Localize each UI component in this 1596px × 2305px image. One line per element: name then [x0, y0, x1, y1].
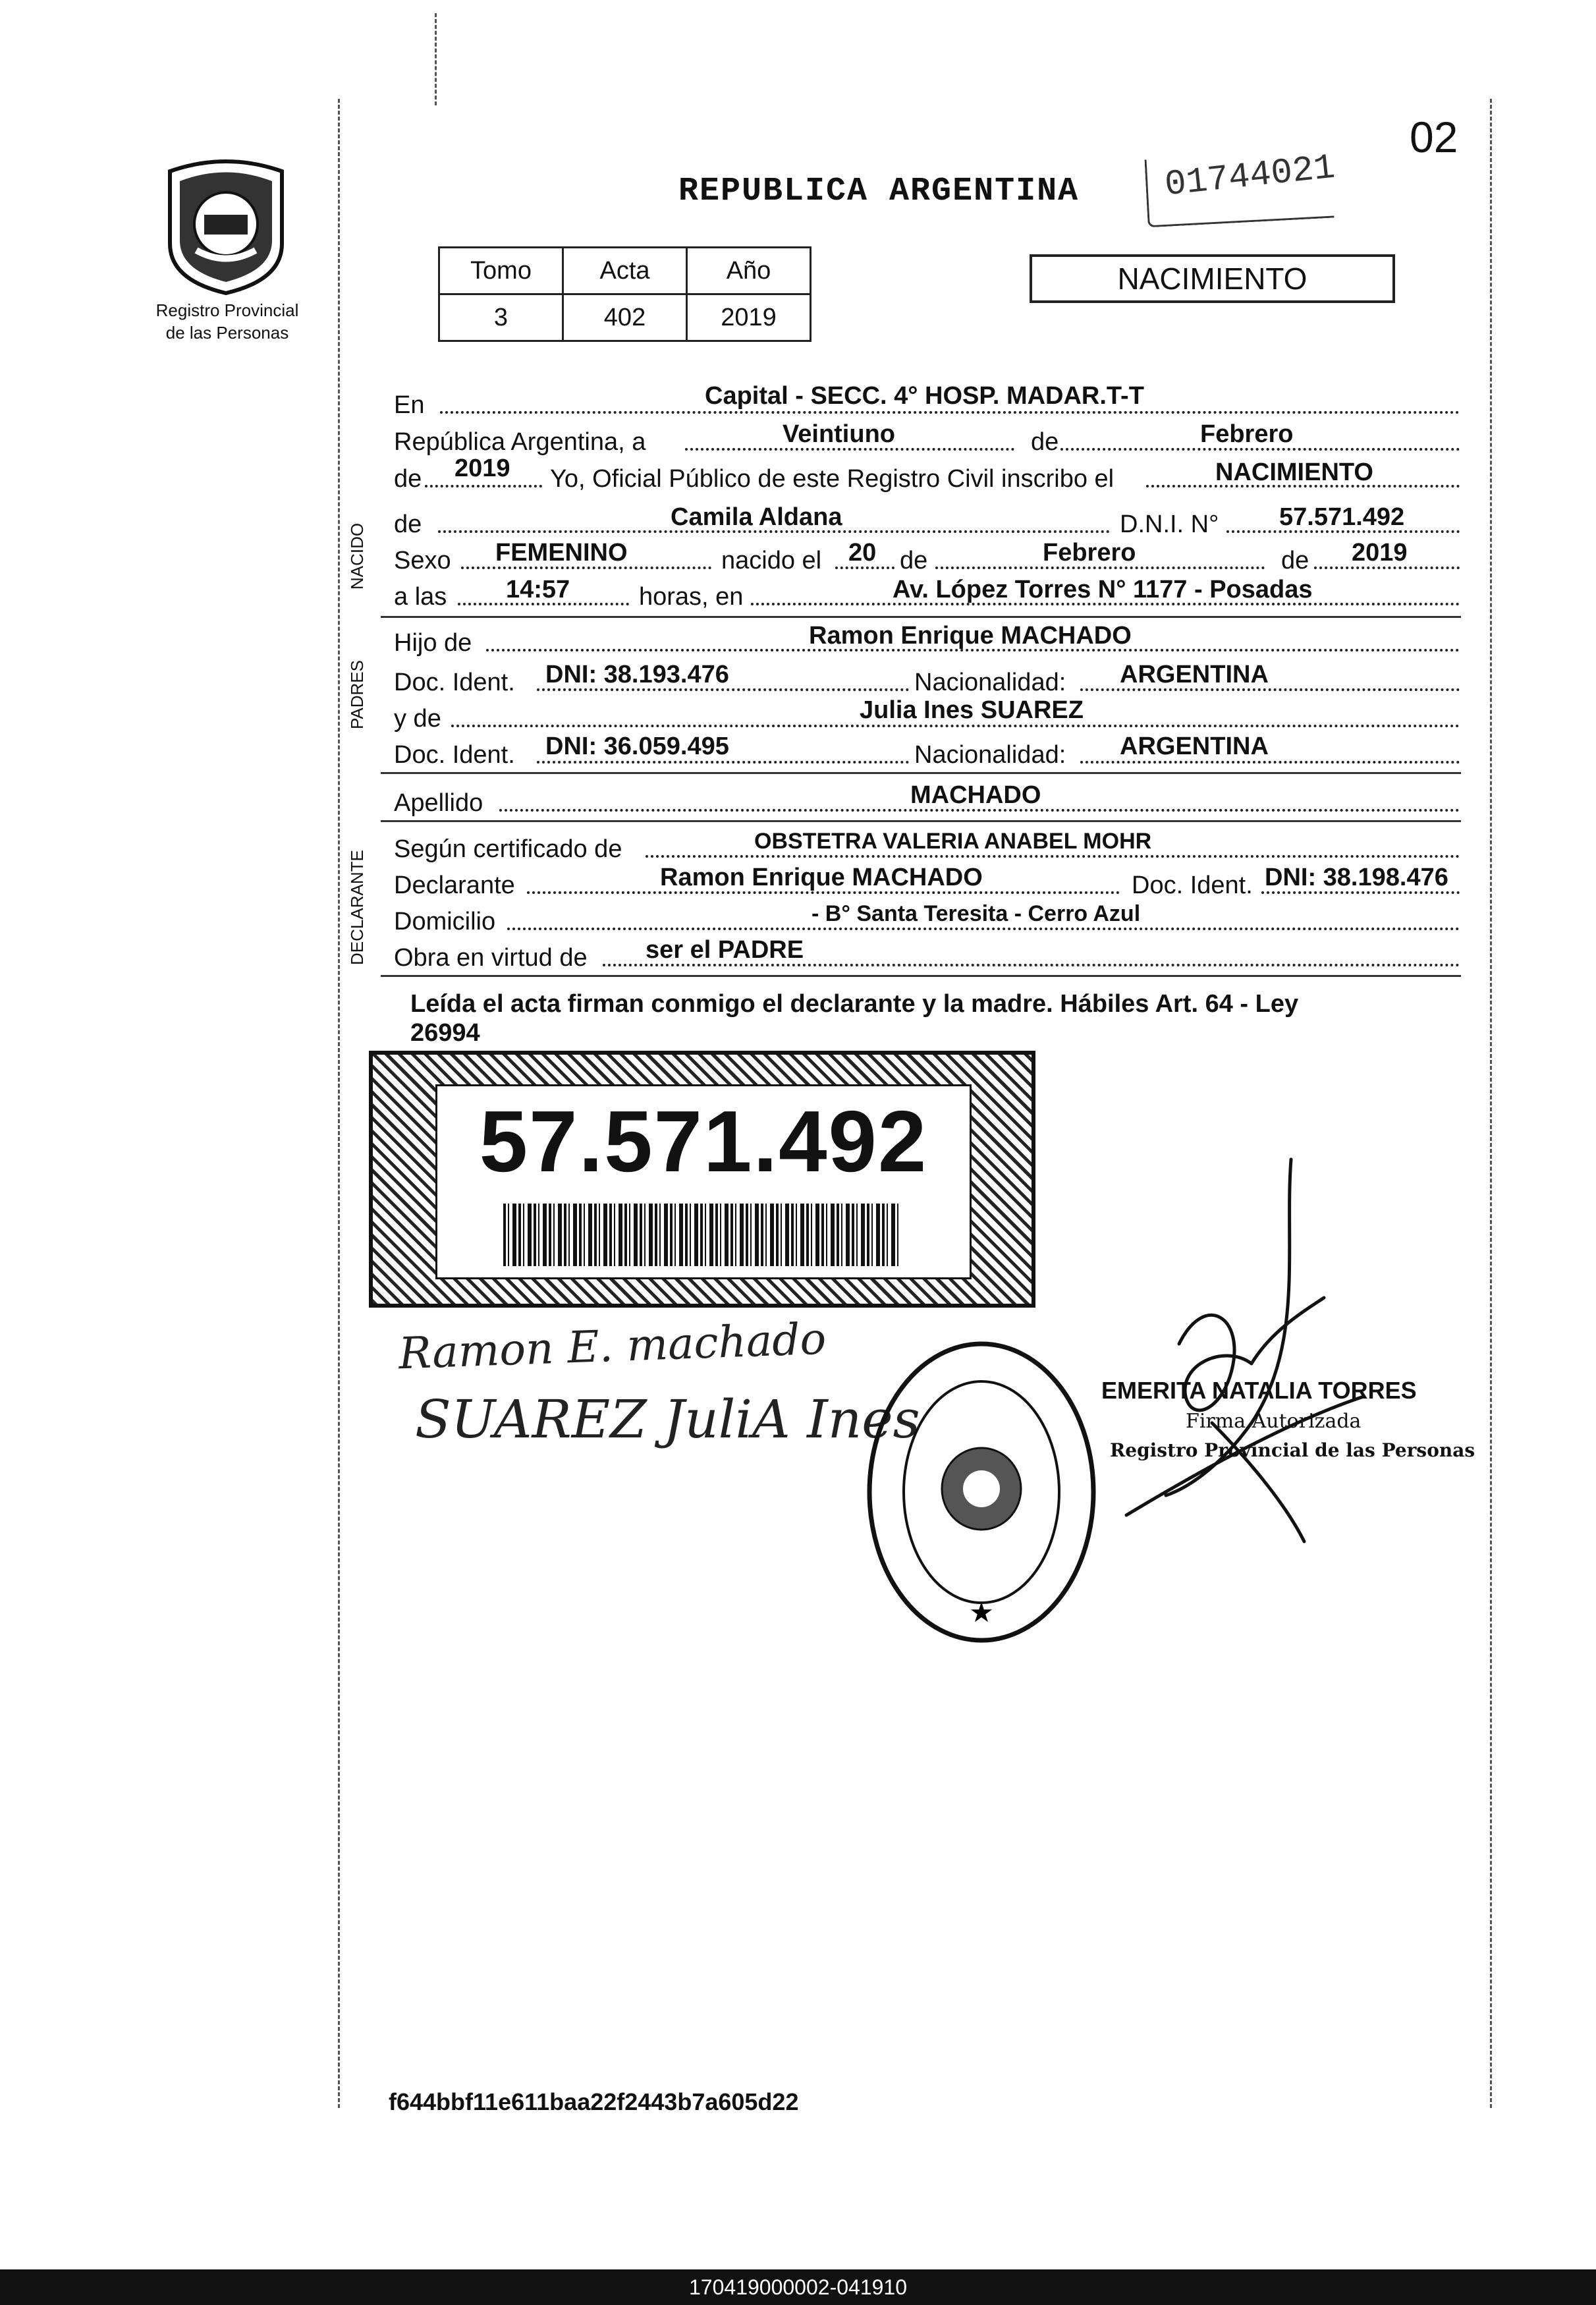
- value-obra: ser el PADRE: [646, 936, 804, 964]
- svg-text:★: ★: [969, 1596, 994, 1628]
- act-reference-table: [438, 246, 812, 342]
- divider-declarante: [381, 975, 1461, 977]
- table-value-acta: 402: [563, 294, 687, 341]
- value-declarante-doc: DNI: 38.198.476: [1265, 864, 1448, 891]
- label-father-nat: Nacionalidad:: [914, 669, 1066, 696]
- label-sexo: Sexo: [394, 547, 451, 574]
- footer-barcode-text: 170419000002-041910: [689, 2275, 907, 2299]
- label-horas-en: horas, en: [639, 583, 744, 611]
- label-de-name: de: [394, 511, 422, 538]
- label-dni: D.N.I. N°: [1120, 511, 1219, 538]
- province-logo: [157, 152, 295, 300]
- registry-name-line1: Registro Provincial: [155, 300, 299, 320]
- value-domicilio: - B° Santa Teresita - Cerro Azul: [812, 901, 1141, 926]
- dots-domicilio: [507, 928, 1460, 930]
- value-father-nat: ARGENTINA: [1120, 661, 1269, 688]
- label-obra: Obra en virtud de: [394, 944, 588, 972]
- section-label-nacido: NACIDO: [347, 522, 367, 590]
- value-birth-year: 2019: [1352, 539, 1408, 567]
- table-header-tomo: Tomo: [439, 248, 563, 294]
- table-header-acta: Acta: [563, 248, 687, 294]
- father-signature: Ramon E. machado: [397, 1313, 827, 1379]
- label-mother-nat: Nacionalidad:: [914, 741, 1066, 769]
- dots-en: [440, 411, 1460, 414]
- label-republica: República Argentina, a: [394, 428, 646, 456]
- value-apellido: MACHADO: [910, 781, 1041, 809]
- margin-line-top: [435, 13, 437, 105]
- dots-declarante-doc: [1261, 891, 1460, 894]
- value-year: 2019: [454, 455, 510, 482]
- signature-scribble-icon: [1087, 1146, 1377, 1555]
- margin-line-left: [338, 99, 340, 2108]
- divider-apellido: [381, 820, 1461, 822]
- divider-padres: [381, 772, 1461, 774]
- label-apellido: Apellido: [394, 789, 483, 817]
- value-father-doc: DNI: 38.193.476: [545, 661, 729, 688]
- label-de-month: de: [1031, 428, 1059, 456]
- section-label-declarante: DECLARANTE: [347, 850, 367, 965]
- value-hour: 14:57: [506, 576, 570, 603]
- label-en: En: [394, 391, 425, 419]
- stamp-bracket: [1144, 150, 1334, 228]
- registry-seal-icon: [863, 1337, 1100, 1647]
- value-place: Av. López Torres N° 1177 - Posadas: [893, 576, 1313, 603]
- value-month: Febrero: [1200, 420, 1294, 448]
- label-hijo: Hijo de: [394, 629, 472, 657]
- value-day: Veintiuno: [783, 420, 895, 448]
- label-declarante-doc: Doc. Ident.: [1132, 872, 1253, 899]
- label-y-de: y de: [394, 705, 441, 733]
- page-number: 02: [1410, 113, 1458, 161]
- dni-security-box: [369, 1051, 1035, 1308]
- document-hash: f644bbf11e611baa22f2443b7a605d22: [389, 2088, 799, 2115]
- label-father-doc: Doc. Ident.: [394, 669, 515, 696]
- value-birth-month: Febrero: [1043, 539, 1136, 567]
- dots-year: [425, 485, 542, 487]
- label-nacido-el: nacido el: [721, 547, 822, 574]
- table-header-anio: Año: [687, 248, 811, 294]
- margin-line-right: [1490, 99, 1492, 2108]
- dots-certificado: [646, 855, 1460, 858]
- officer-text: Yo, Oficial Público de este Registro Civil inscribo el: [550, 465, 1114, 493]
- dots-mother-nat: [1080, 761, 1460, 764]
- table-value-anio: 2019: [687, 294, 811, 341]
- registry-name-line2: de las Personas: [165, 323, 289, 343]
- closing-text-line2: 26994: [410, 1019, 480, 1047]
- value-name: Camila Aldana: [671, 503, 842, 531]
- footer-barcode-strip: [0, 2269, 1596, 2305]
- act-type-box: [1030, 254, 1395, 303]
- country-title: REPUBLICA ARGENTINA: [678, 173, 1080, 210]
- value-mother: Julia Ines SUAREZ: [860, 696, 1084, 724]
- label-hour: a las: [394, 583, 447, 611]
- divider-nacido: [381, 616, 1461, 618]
- value-certificado: OBSTETRA VALERIA ANABEL MOHR: [754, 829, 1152, 854]
- value-mother-nat: ARGENTINA: [1120, 733, 1269, 760]
- value-dni: 57.571.492: [1279, 503, 1405, 531]
- dots-mother: [451, 725, 1460, 727]
- official-org: Registro Provincial de las Personas: [1110, 1439, 1475, 1461]
- value-act: NACIMIENTO: [1215, 458, 1373, 486]
- label-domicilio: Domicilio: [394, 908, 496, 935]
- act-type-label: NACIMIENTO: [1117, 262, 1307, 296]
- value-birth-day: 20: [848, 539, 877, 567]
- label-de-year: de: [394, 465, 422, 493]
- misiones-seal-icon: [157, 152, 295, 296]
- value-en: Capital - SECC. 4° HOSP. MADAR.T-T: [705, 382, 1144, 410]
- official-role: Firma Autorizada: [1186, 1410, 1362, 1433]
- label-declarante: Declarante: [394, 872, 515, 899]
- registry-seal: [863, 1337, 1100, 1650]
- table-value-tomo: 3: [439, 294, 563, 341]
- stamp-number: 01744021: [1163, 148, 1337, 206]
- dni-barcode: [503, 1204, 898, 1266]
- value-sexo: FEMENINO: [495, 539, 628, 567]
- dots-mother-doc: [537, 761, 909, 764]
- value-father: Ramon Enrique MACHADO: [809, 622, 1132, 650]
- value-mother-doc: DNI: 36.059.495: [545, 733, 729, 760]
- label-birth-de2: de: [1281, 547, 1309, 574]
- section-label-padres: PADRES: [347, 660, 367, 729]
- official-name: EMERITA NATALIA TORRES: [1101, 1377, 1417, 1404]
- dni-inner-panel: [435, 1084, 972, 1279]
- dni-big-number: 57.571.492: [479, 1093, 928, 1190]
- mother-signature: SUAREZ JuliA Ines: [415, 1389, 920, 1450]
- closing-text-line1: Leída el acta firman conmigo el declarante y la madre. Hábiles Art. 64 - Ley: [410, 990, 1299, 1018]
- label-mother-doc: Doc. Ident.: [394, 741, 515, 769]
- official-signature: [1087, 1146, 1377, 1558]
- label-certificado: Según certificado de: [394, 835, 622, 863]
- value-declarante: Ramon Enrique MACHADO: [660, 864, 983, 891]
- label-birth-de: de: [900, 547, 928, 574]
